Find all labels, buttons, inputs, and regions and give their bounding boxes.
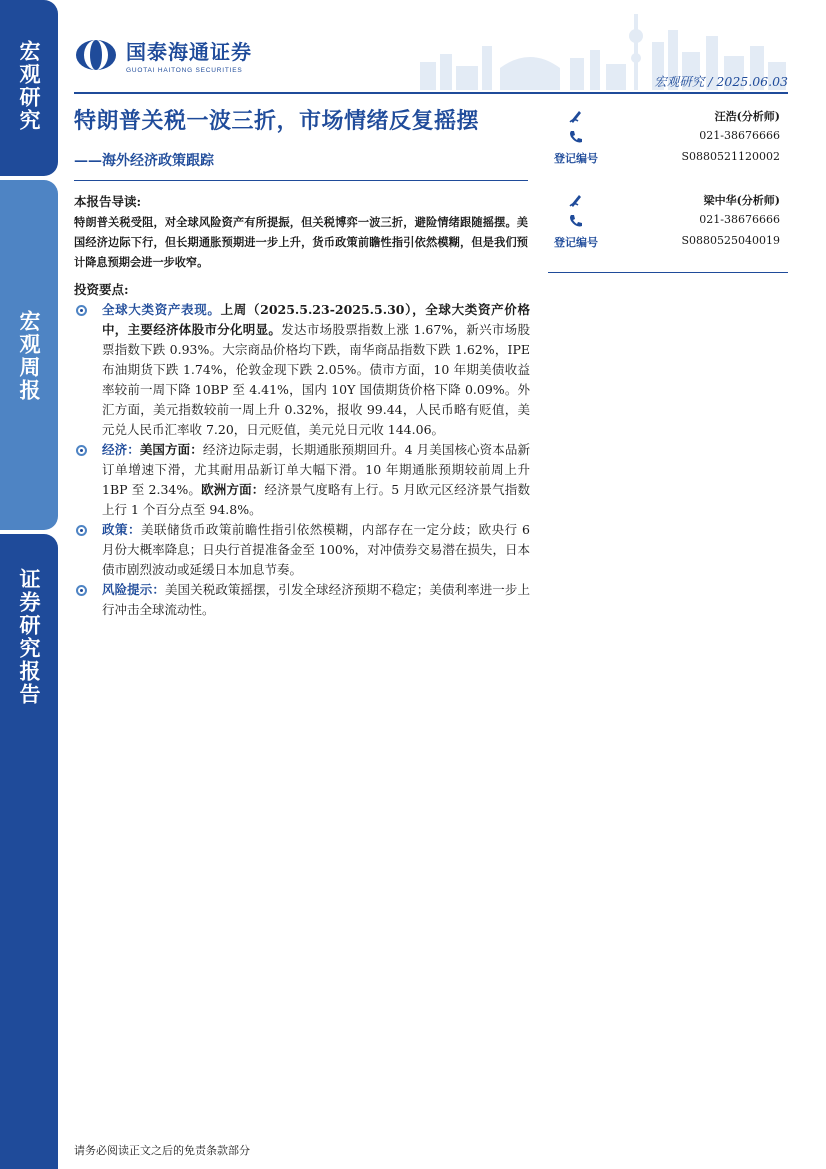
analyst-phone: 021-38676666 xyxy=(699,213,780,226)
logo-mark-icon xyxy=(74,38,118,72)
point-item xyxy=(74,520,530,580)
title-divider xyxy=(74,180,528,181)
analyst-phone: 021-38676666 xyxy=(699,129,780,142)
sidebar-block-securities-report xyxy=(0,534,58,1169)
point-bold: 上周（2025.5.23-2025.5.30），全球大类资产价格中，主要经济体股市分化明显。 xyxy=(102,302,530,337)
report-title: 特朗普关税一波三折，市场情绪反复摇摆 xyxy=(74,109,480,134)
sidebar-label-3: 证券研究报告 xyxy=(17,568,41,706)
phone-icon xyxy=(568,129,584,145)
point-text: 美国关税政策摇摆，引发全球经济预期不稳定；美债利率进一步上行冲击全球流动性。 xyxy=(102,582,530,617)
points-heading: 投资要点: xyxy=(74,282,129,297)
analyst-divider xyxy=(548,272,788,273)
brand-name-en: GUOTAI HAITONG SECURITIES xyxy=(126,67,243,74)
pen-icon xyxy=(568,108,584,124)
brand-logo xyxy=(74,36,252,74)
sidebar-label-2: 宏观周报 xyxy=(17,310,41,402)
point-item xyxy=(74,580,530,620)
analyst-reg-no: S0880521120002 xyxy=(681,150,780,163)
point-text: 发达市场股票指数上涨 1.67%，新兴市场股票指数下跌 0.93%。大宗商品价格均下跌，南华商品指数下跌 1.62%，IPE 布油期货下跌 1.74%，伦敦金现下跌 2.05%。债市方面，10 年期美债收益率较前一周下降 10BP 至 4.41%，国内 10Y 国债期货价格下降 0.09%。外汇方面，美元指数较前一周上升 0.32%，报收 99.44，人民币略有贬值，美元兑人民币汇率收 7.20，日元贬值，美元兑日元收 144.06。 xyxy=(102,322,530,437)
point-text-2: 经济景气度略有上行。5 月欧元区经济景气指数上行 1 个百分点至 94.8%。 xyxy=(102,482,530,517)
sidebar-block-macro-weekly xyxy=(0,180,58,530)
point-lead: 全球大类资产表现。 xyxy=(102,302,221,317)
report-subtitle: ——海外经济政策跟踪 xyxy=(74,153,214,169)
analyst-card xyxy=(548,190,788,253)
analyst-name: 汪浩(分析师) xyxy=(714,110,780,123)
point-text: 美联储货币政策前瞻性指引依然模糊，内部存在一定分歧；欧央行 6 月份大概率降息；日央行首提准备金至 100%，对冲债券交易潜在损失，日本债市剧烈波动或延缓日本加息节奏。 xyxy=(102,522,530,577)
bullet-icon xyxy=(76,525,87,536)
header-date: 2025.06.03 xyxy=(716,74,788,89)
phone-icon xyxy=(568,213,584,229)
point-lead: 风险提示： xyxy=(102,582,165,597)
analyst-name: 梁中华(分析师) xyxy=(703,194,780,207)
sidebar xyxy=(0,0,58,1169)
point-bold: 美国方面： xyxy=(139,442,203,457)
point-lead: 政策： xyxy=(102,522,141,537)
header-category: 宏观研究 xyxy=(654,74,705,89)
bullet-icon xyxy=(76,445,87,456)
investment-points xyxy=(74,300,530,620)
pen-icon xyxy=(568,192,584,208)
header-separator: / xyxy=(708,74,713,89)
sidebar-label-1: 宏观研究 xyxy=(17,40,41,132)
point-bold-2: 欧洲方面： xyxy=(201,482,265,497)
bullet-icon xyxy=(76,305,87,316)
point-text: 经济边际走弱，长期通胀预期回升。4 月美国核心资本品新订单增速下滑，尤其耐用品新订单大幅下滑。10 年期通胀预期较前周上升 1BP 至 2.34%。 xyxy=(102,442,530,497)
point-lead: 经济： xyxy=(102,442,140,457)
point-item xyxy=(74,300,530,440)
sidebar-block-macro-research xyxy=(0,0,58,176)
point-item xyxy=(74,440,530,520)
guide-heading: 本报告导读: xyxy=(74,194,142,209)
brand-name-cn: 国泰海通证券 xyxy=(126,40,252,64)
header-meta xyxy=(654,72,788,90)
analyst-reg-label: 登记编号 xyxy=(554,236,598,249)
guide-text: 特朗普关税受阻，对全球风险资产有所提振，但关税博弈一波三折，避险情绪跟随摇摆。美国经济边际下行，但长期通胀预期进一步上升，货币政策前瞻性指引依然模糊，但是我们预计降息预期会进一步收窄。 xyxy=(74,215,528,269)
footer-disclaimer: 请务必阅读正文之后的免责条款部分 xyxy=(74,1144,250,1157)
analyst-card xyxy=(548,106,788,169)
analyst-reg-label: 登记编号 xyxy=(554,152,598,165)
bullet-icon xyxy=(76,585,87,596)
header-divider xyxy=(74,92,788,94)
analyst-reg-no: S0880525040019 xyxy=(681,234,780,247)
